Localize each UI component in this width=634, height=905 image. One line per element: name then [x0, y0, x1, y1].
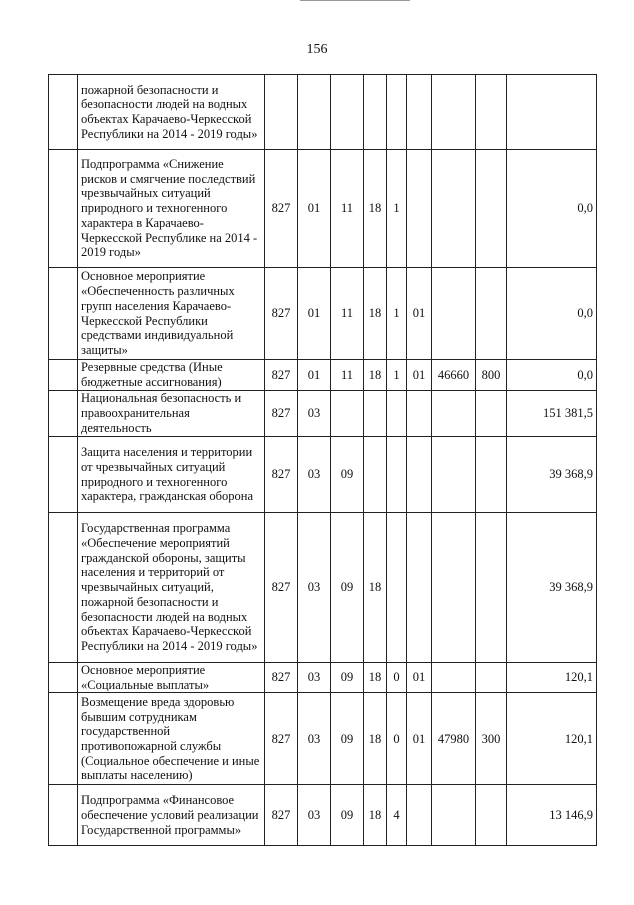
program-code: 18 — [364, 663, 387, 693]
ministry-code: 827 — [265, 437, 298, 513]
program-code: 18 — [364, 513, 387, 663]
row-description: Резервные средства (Иные бюджетные ассигнования) — [78, 360, 265, 391]
subprogram-code: 1 — [387, 150, 407, 268]
subprogram-code: 1 — [387, 268, 407, 360]
table-row — [49, 663, 597, 693]
activity-code: 01 — [407, 663, 432, 693]
amount-cell: 120,1 — [507, 663, 597, 693]
expense-type-code — [476, 150, 507, 268]
budget-table — [48, 74, 597, 846]
direction-code: 47980 — [432, 693, 476, 785]
subsection-code: 09 — [331, 693, 364, 785]
section-code: 03 — [298, 785, 331, 846]
subsection-code: 09 — [331, 513, 364, 663]
row-description: Национальная безопасность и правоохранительная деятельность — [78, 391, 265, 437]
amount-cell: 0,0 — [507, 268, 597, 360]
blank-column-cell — [49, 360, 78, 391]
table-row — [49, 693, 597, 785]
direction-code — [432, 150, 476, 268]
blank-column-cell — [49, 693, 78, 785]
table-body — [49, 75, 597, 846]
table-row — [49, 437, 597, 513]
subprogram-code — [387, 75, 407, 150]
blank-column-cell — [49, 268, 78, 360]
program-code: 18 — [364, 360, 387, 391]
blank-column-cell — [49, 150, 78, 268]
expense-type-code — [476, 663, 507, 693]
program-code — [364, 391, 387, 437]
expense-type-code — [476, 785, 507, 846]
activity-code: 01 — [407, 360, 432, 391]
row-description: Государственная программа «Обеспечение мероприятий гражданской обороны, защиты населения и территорий от чрезвычайных ситуаций, пожарной безопасности и безопасности людей на водных объектах Карачаево-Черкесской Республики на 2014 - 2019 годы» — [78, 513, 265, 663]
program-code: 18 — [364, 785, 387, 846]
subprogram-code: 0 — [387, 693, 407, 785]
blank-column-cell — [49, 785, 78, 846]
ministry-code — [265, 75, 298, 150]
blank-column-cell — [49, 75, 78, 150]
direction-code — [432, 663, 476, 693]
direction-code — [432, 268, 476, 360]
program-code — [364, 437, 387, 513]
program-code: 18 — [364, 150, 387, 268]
amount-cell: 151 381,5 — [507, 391, 597, 437]
ministry-code: 827 — [265, 268, 298, 360]
subprogram-code — [387, 513, 407, 663]
blank-column-cell — [49, 437, 78, 513]
row-description: пожарной безопасности и безопасности людей на водных объектах Карачаево-Черкесской Республики на 2014 - 2019 годы» — [78, 75, 265, 150]
expense-type-code — [476, 513, 507, 663]
table-row — [49, 268, 597, 360]
activity-code — [407, 391, 432, 437]
subsection-code: 09 — [331, 437, 364, 513]
section-code: 01 — [298, 360, 331, 391]
subprogram-code — [387, 437, 407, 513]
ministry-code: 827 — [265, 693, 298, 785]
blank-column-cell — [49, 513, 78, 663]
subsection-code: 11 — [331, 360, 364, 391]
row-description: Основное мероприятие «Социальные выплаты» — [78, 663, 265, 693]
section-code: 03 — [298, 513, 331, 663]
activity-code — [407, 75, 432, 150]
program-code — [364, 75, 387, 150]
blank-column-cell — [49, 391, 78, 437]
page-number: 156 — [306, 42, 328, 57]
blank-column-cell — [49, 663, 78, 693]
amount-cell: 0,0 — [507, 150, 597, 268]
subprogram-code — [387, 391, 407, 437]
row-description: Защита населения и территории от чрезвычайных ситуаций природного и техногенного характера, гражданская оборона — [78, 437, 265, 513]
row-description: Возмещение вреда здоровью бывшим сотрудникам государственной противопожарной службы (Социальное обеспечение и иные выплаты населению) — [78, 693, 265, 785]
table-row — [49, 360, 597, 391]
subsection-code: 11 — [331, 268, 364, 360]
ministry-code: 827 — [265, 150, 298, 268]
budget-sheet — [48, 74, 596, 846]
expense-type-code — [476, 268, 507, 360]
section-code: 01 — [298, 268, 331, 360]
activity-code — [407, 513, 432, 663]
subprogram-code: 0 — [387, 663, 407, 693]
amount-cell: 39 368,9 — [507, 513, 597, 663]
ministry-code: 827 — [265, 663, 298, 693]
ministry-code: 827 — [265, 391, 298, 437]
amount-cell: 0,0 — [507, 360, 597, 391]
direction-code — [432, 75, 476, 150]
subsection-code — [331, 75, 364, 150]
ministry-code: 827 — [265, 785, 298, 846]
direction-code: 46660 — [432, 360, 476, 391]
row-description: Основное мероприятие «Обеспеченность различных групп населения Карачаево-Черкесской Республики средствами индивидуальной защиты» — [78, 268, 265, 360]
section-code — [298, 75, 331, 150]
direction-code — [432, 785, 476, 846]
ministry-code: 827 — [265, 513, 298, 663]
activity-code — [407, 150, 432, 268]
table-row — [49, 150, 597, 268]
section-code: 03 — [298, 663, 331, 693]
direction-code — [432, 513, 476, 663]
section-code: 01 — [298, 150, 331, 268]
table-row — [49, 391, 597, 437]
activity-code: 01 — [407, 693, 432, 785]
program-code: 18 — [364, 268, 387, 360]
amount-cell: 120,1 — [507, 693, 597, 785]
subsection-code — [331, 391, 364, 437]
expense-type-code — [476, 391, 507, 437]
subprogram-code: 4 — [387, 785, 407, 846]
expense-type-code: 300 — [476, 693, 507, 785]
table-row — [49, 75, 597, 150]
row-description: Подпрограмма «Снижение рисков и смягчение последствий чрезвычайных ситуаций природного и техногенного характера в Карачаево-Черкесской Республике на 2014 - 2019 годы» — [78, 150, 265, 268]
subprogram-code: 1 — [387, 360, 407, 391]
expense-type-code — [476, 437, 507, 513]
amount-cell: 13 146,9 — [507, 785, 597, 846]
expense-type-code: 800 — [476, 360, 507, 391]
expense-type-code — [476, 75, 507, 150]
amount-cell: 39 368,9 — [507, 437, 597, 513]
table-row — [49, 785, 597, 846]
section-code: 03 — [298, 693, 331, 785]
top-edge-rule — [300, 0, 410, 1]
direction-code — [432, 391, 476, 437]
section-code: 03 — [298, 437, 331, 513]
row-description: Подпрограмма «Финансовое обеспечение условий реализации Государственной программы» — [78, 785, 265, 846]
activity-code: 01 — [407, 268, 432, 360]
subsection-code: 11 — [331, 150, 364, 268]
direction-code — [432, 437, 476, 513]
activity-code — [407, 785, 432, 846]
ministry-code: 827 — [265, 360, 298, 391]
activity-code — [407, 437, 432, 513]
amount-cell — [507, 75, 597, 150]
subsection-code: 09 — [331, 663, 364, 693]
subsection-code: 09 — [331, 785, 364, 846]
program-code: 18 — [364, 693, 387, 785]
table-row — [49, 513, 597, 663]
section-code: 03 — [298, 391, 331, 437]
